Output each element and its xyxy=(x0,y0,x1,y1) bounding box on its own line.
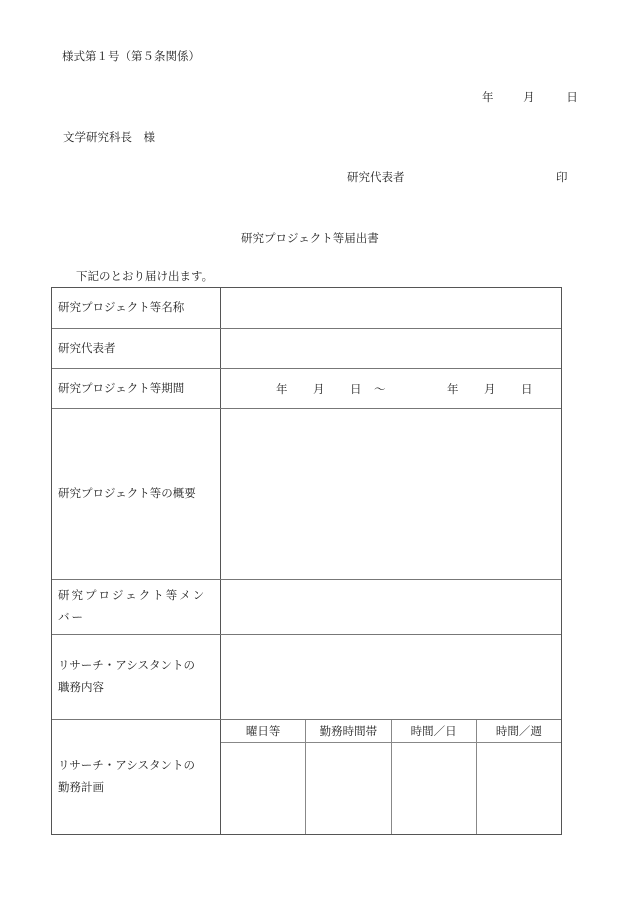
table-row-summary xyxy=(52,408,561,579)
table-row-representative xyxy=(52,328,561,368)
weekday-field[interactable] xyxy=(221,743,305,834)
representative-field[interactable] xyxy=(221,329,561,368)
end-year-label: 年 xyxy=(447,381,459,396)
date-year-label: 年 xyxy=(482,90,494,104)
row-label: リサーチ・アシスタントの職務内容 xyxy=(52,635,221,719)
table-row-period xyxy=(52,368,561,408)
ra-duties-field[interactable] xyxy=(221,635,561,719)
date-day-label: 日 xyxy=(566,90,578,104)
col-header-hours-per-day: 時間／日 xyxy=(391,720,476,742)
seal-mark: 印 xyxy=(556,170,568,184)
form-number: 様式第１号（第５条関係） xyxy=(62,49,200,63)
work-hours-field[interactable] xyxy=(305,743,390,834)
col-header-work-hours: 勤務時間帯 xyxy=(305,720,390,742)
col-header-hours-per-week: 時間／週 xyxy=(476,720,561,742)
tilde-separator: ～ xyxy=(374,381,386,396)
start-day-label: 日 xyxy=(350,381,362,396)
hours-per-day-field[interactable] xyxy=(391,743,476,834)
row-label: 研究プロジェクト等期間 xyxy=(52,369,221,408)
end-month-label: 月 xyxy=(484,381,496,396)
start-month-label: 月 xyxy=(313,381,325,396)
schedule-header-row xyxy=(221,720,561,743)
summary-field[interactable] xyxy=(221,409,561,579)
table-row-ra-duties xyxy=(52,634,561,719)
row-label: 研究プロジェクト等メンバー xyxy=(52,580,221,634)
project-name-field[interactable] xyxy=(221,288,561,328)
intro-text: 下記のとおり届け出ます。 xyxy=(76,269,214,283)
addressee: 文学研究科長 様 xyxy=(63,130,155,144)
ra-schedule-subtable xyxy=(221,720,561,834)
schedule-body-row xyxy=(221,743,561,834)
row-label: リサーチ・アシスタントの勤務計画 xyxy=(52,720,221,834)
table-row-project-name xyxy=(52,288,561,328)
document-title: 研究プロジェクト等届出書 xyxy=(241,231,379,245)
table-row-ra-schedule xyxy=(52,719,561,834)
submission-date xyxy=(482,92,578,104)
hours-per-week-field[interactable] xyxy=(476,743,561,834)
row-label: 研究代表者 xyxy=(52,329,221,368)
date-month-label: 月 xyxy=(523,90,535,104)
row-label: 研究プロジェクト等の概要 xyxy=(52,409,221,579)
start-year-label: 年 xyxy=(276,381,288,396)
representative-label: 研究代表者 xyxy=(347,170,405,184)
col-header-weekday: 曜日等 xyxy=(245,724,281,738)
project-form-table xyxy=(51,287,562,835)
members-field[interactable] xyxy=(221,580,561,634)
row-label: 研究プロジェクト等名称 xyxy=(52,288,221,328)
table-row-members xyxy=(52,579,561,634)
end-day-label: 日 xyxy=(521,381,533,396)
period-field[interactable] xyxy=(221,369,561,408)
